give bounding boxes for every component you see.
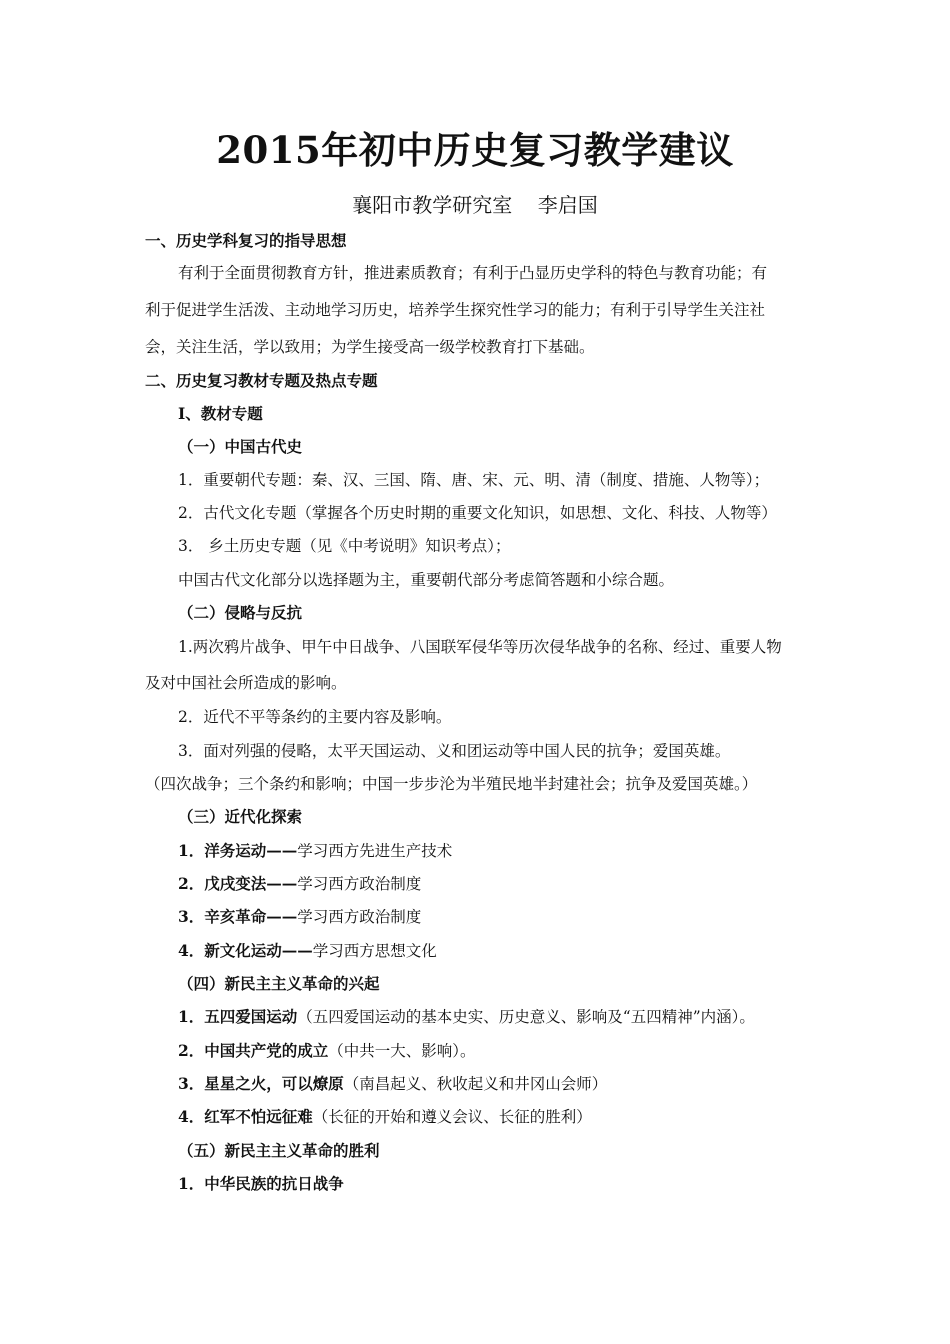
item-text: 学习西方先进生产技术 [297,842,453,860]
section-2-heading: 二、历史复习教材专题及热点专题 [145,371,378,390]
subsection-heading: （二）侵略与反抗 [178,603,303,622]
list-item: 2．古代文化专题（掌握各个历史时期的重要文化知识，如思想、文化、科技、人物等） [178,504,777,522]
subsection-heading: （三）近代化探索 [178,807,303,826]
item-title: 2．戊戌变法—— [178,874,298,893]
section-1-paragraph-line: 会，关注生活，学以致用；为学生接受高一级学校教育打下基础。 [145,338,595,356]
list-item: 1.两次鸦片战争、甲午中日战争、八国联军侵华等历次侵华战争的名称、经过、重要人物 [178,638,782,656]
subsection-heading: （四）新民主主义革命的兴起 [178,974,380,993]
item-title: 3．辛亥革命—— [178,907,298,926]
item-text: （长征的开始和遵义会议、长征的胜利） [312,1108,592,1126]
list-item [178,840,818,862]
list-item [178,1006,818,1028]
item-title: 1．洋务运动—— [178,841,298,860]
list-item: 3． 乡土历史专题（见《中考说明》知识考点）； [178,537,511,555]
section-1-paragraph-line: 有利于全面贯彻教育方针，推进素质教育；有利于凸显历史学科的特色与教育功能；有 [178,264,768,282]
item-text: （南昌起义、秋收起义和井冈山会师） [343,1075,608,1093]
item-title: 4．新文化运动—— [178,941,313,960]
list-item [178,1040,818,1062]
list-item [178,906,818,928]
subsection-heading: （五）新民主主义革命的胜利 [178,1141,380,1160]
item-title: 1．中华民族的抗日战争 [178,1174,344,1193]
list-item [178,1106,818,1128]
list-item: 1．重要朝代专题：秦、汉、三国、隋、唐、宋、元、明、清（制度、措施、人物等）； [178,471,770,489]
summary-text: （四次战争；三个条约和影响；中国一步步沦为半殖民地半封建社会；抗争及爱国英雄。） [145,775,758,793]
item-title: 2．中国共产党的成立 [178,1041,329,1060]
item-text: 学习西方政治制度 [297,908,422,926]
item-text: （中共一大、影响）。 [328,1042,476,1060]
item-text: 学习西方政治制度 [297,875,422,893]
author-line: 襄阳市教学研究室 李启国 [352,193,598,217]
section-1-paragraph-line: 利于促进学生活泼、主动地学习历史，培养学生探究性学习的能力；有利于引导学生关注社 [145,301,766,319]
list-item [178,1173,818,1195]
subsection-heading: （一）中国古代史 [178,437,303,456]
list-item [178,1073,818,1095]
item-text: （五四爱国运动的基本史实、历史意义、影响及“五四精神”内涵）。 [297,1008,755,1026]
part-1-heading: Ⅰ、教材专题 [178,404,263,423]
section-1-heading: 一、历史学科复习的指导思想 [145,231,347,250]
item-text: 学习西方思想文化 [312,942,437,960]
item-title: 4．红军不怕远征难 [178,1107,313,1126]
item-title: 3．星星之火，可以燎原 [178,1074,344,1093]
note-text: 中国古代文化部分以选择题为主，重要朝代部分考虑简答题和小综合题。 [178,571,675,589]
list-item: 2．近代不平等条约的主要内容及影响。 [178,708,452,726]
list-item: 3．面对列强的侵略，太平天国运动、义和团运动等中国人民的抗争；爱国英雄。 [178,742,731,760]
item-title: 1．五四爱国运动 [178,1007,298,1026]
list-item-continuation: 及对中国社会所造成的影响。 [145,674,347,692]
list-item [178,873,818,895]
document-title: 2015年初中历史复习教学建议 [216,128,734,172]
list-item [178,940,818,962]
